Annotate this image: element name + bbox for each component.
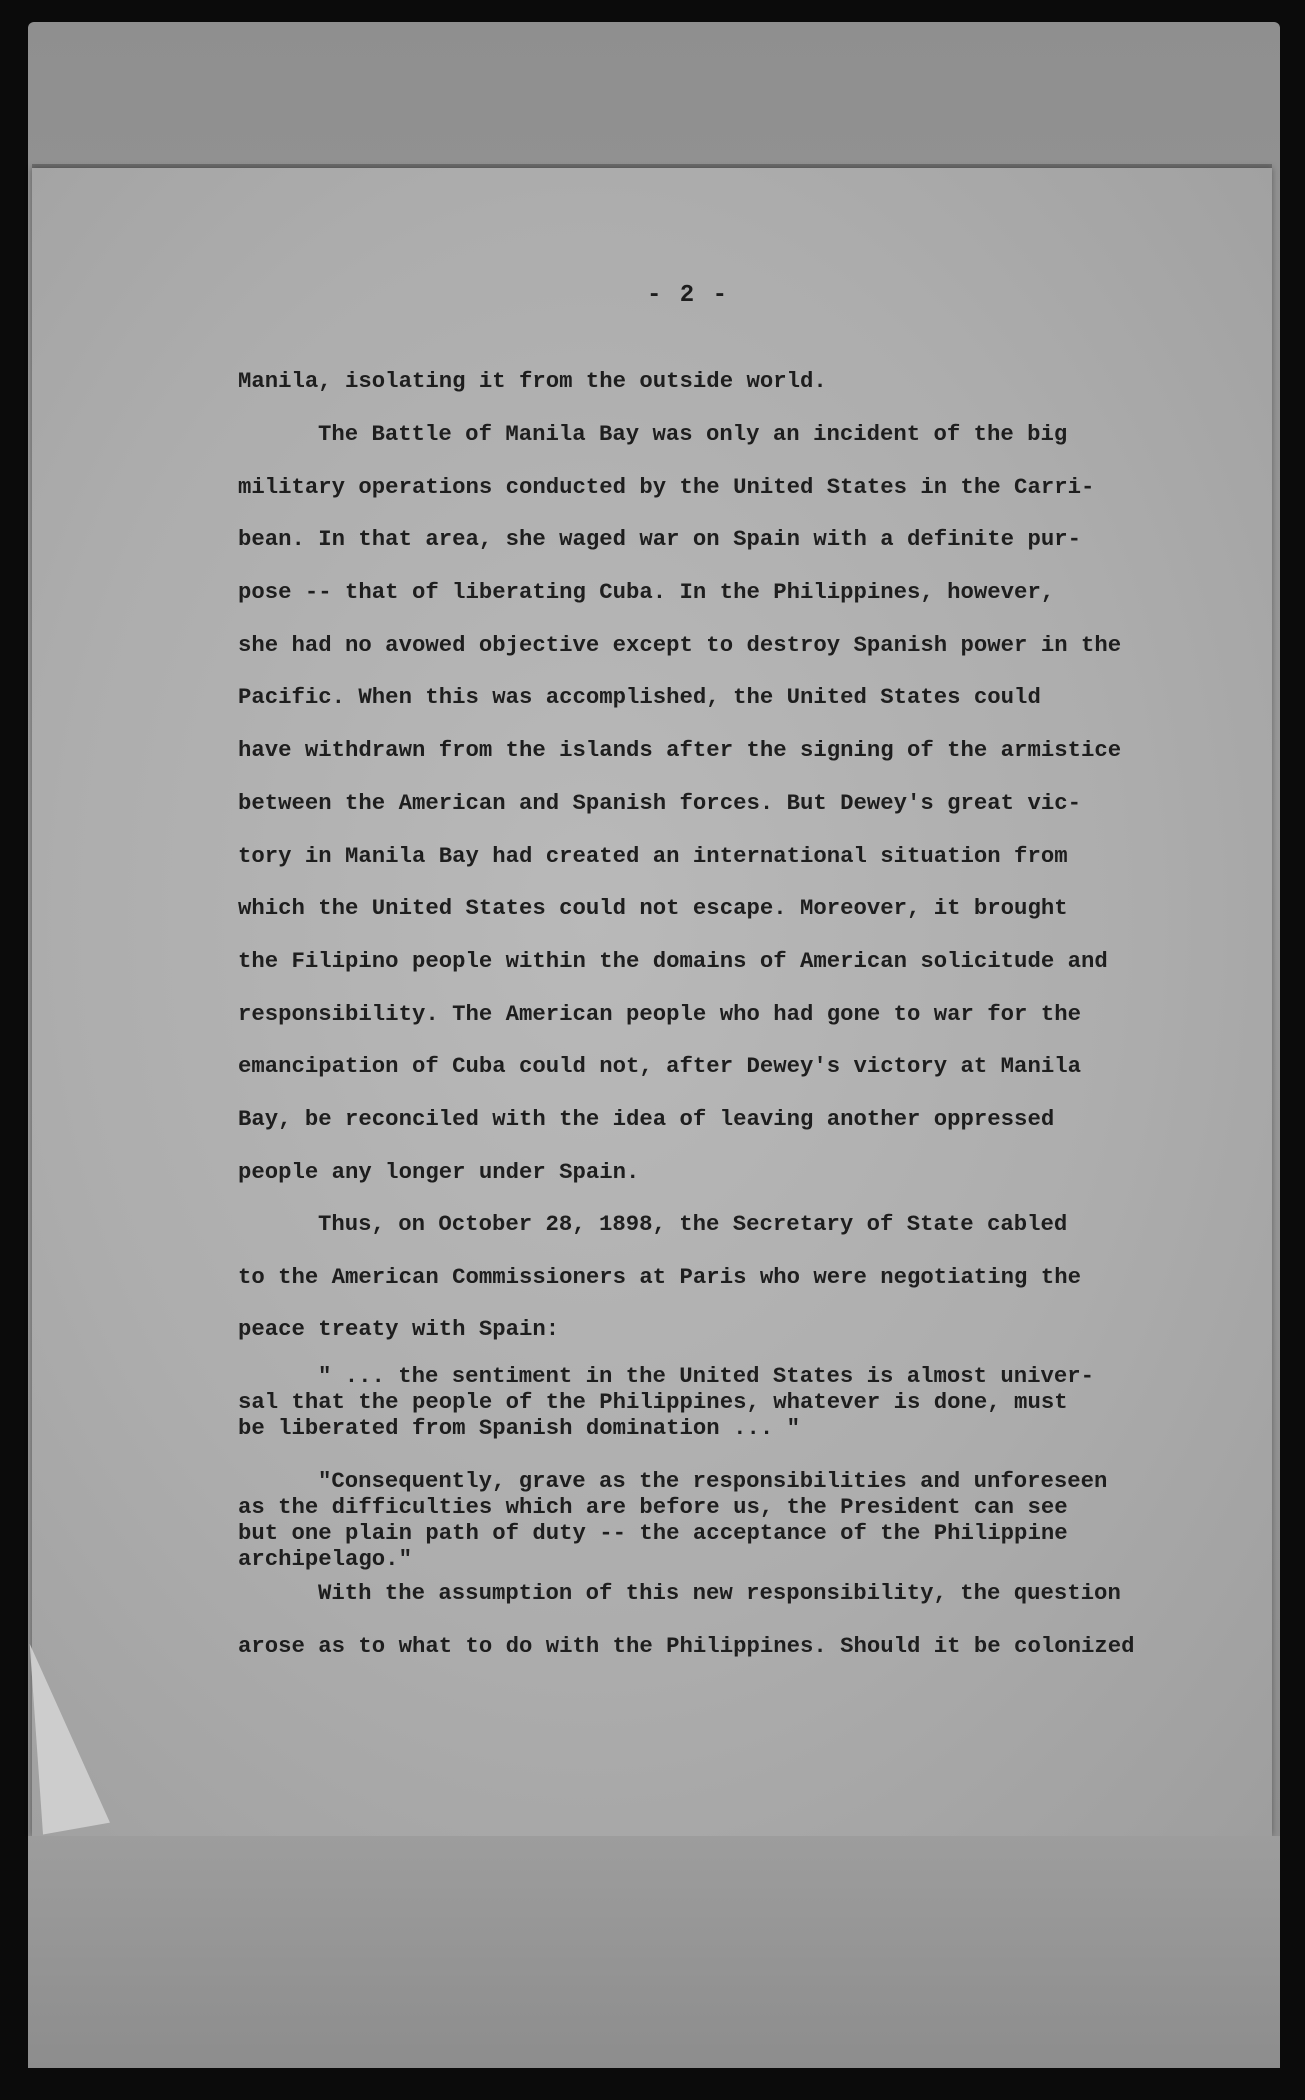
quote-line: as the difficulties which are before us, the President can see: [238, 1494, 1068, 1520]
text-line: the Filipino people within the domains of American solicitude and: [238, 947, 1108, 974]
text-line: Bay, be reconciled with the idea of leaving another oppressed: [238, 1105, 1055, 1132]
text-line: emancipation of Cuba could not, after Dewey's victory at Manila: [238, 1053, 1081, 1080]
text-line: tory in Manila Bay had created an international situation from: [238, 842, 1068, 869]
lower-backing: [28, 1836, 1280, 2068]
text-line: Pacific. When this was accomplished, the United States could: [238, 684, 1041, 711]
paragraph-new-responsibility: [238, 1567, 1138, 1672]
quote-line: sal that the people of the Philippines, whatever is done, must: [238, 1389, 1068, 1415]
text-line: responsibility. The American people who had gone to war for the: [238, 1000, 1081, 1027]
text-line: Manila, isolating it from the outside world.: [238, 368, 827, 394]
block-quote-sentiment: [238, 1363, 1138, 1441]
paragraph-continuation: [238, 355, 1138, 408]
quote-line: be liberated from Spanish domination ... ": [238, 1415, 800, 1441]
text-line: bean. In that area, she waged war on Spain with a definite pur-: [238, 526, 1081, 553]
text-line: between the American and Spanish forces. But Dewey's great vic-: [238, 789, 1081, 816]
text-line: The Battle of Manila Bay was only an incident of the big: [318, 421, 1068, 447]
quote-line: "Consequently, grave as the responsibilities and unforeseen: [318, 1468, 1108, 1494]
quote-line: but one plain path of duty -- the acceptance of the Philippine: [238, 1520, 1068, 1546]
paragraph-secretary-cable: [238, 1198, 1138, 1356]
paragraph-battle-of-manila-bay: [238, 408, 1138, 1198]
quote-line: " ... the sentiment in the United States is almost univer-: [318, 1363, 1095, 1389]
page-number: - 2 -: [646, 282, 729, 309]
text-line: arose as to what to do with the Philippines. Should it be colonized: [238, 1632, 1135, 1659]
text-line: Thus, on October 28, 1898, the Secretary of State cabled: [318, 1211, 1068, 1237]
text-line: she had no avowed objective except to destroy Spanish power in the: [238, 631, 1122, 658]
text-line: military operations conducted by the United States in the Carri-: [238, 473, 1095, 500]
text-line: have withdrawn from the islands after the signing of the armistice: [238, 737, 1122, 764]
text-line: With the assumption of this new responsibility, the question: [318, 1580, 1121, 1606]
text-line: pose -- that of liberating Cuba. In the Philippines, however,: [238, 579, 1055, 606]
text-line: which the United States could not escape. Moreover, it brought: [238, 895, 1068, 922]
text-line: to the American Commissioners at Paris who were negotiating the: [238, 1263, 1081, 1290]
text-line: peace treaty with Spain:: [238, 1316, 560, 1343]
text-line: people any longer under Spain.: [238, 1158, 640, 1185]
block-quote-consequently: [238, 1468, 1138, 1572]
quote-line: archipelago.": [238, 1546, 412, 1572]
